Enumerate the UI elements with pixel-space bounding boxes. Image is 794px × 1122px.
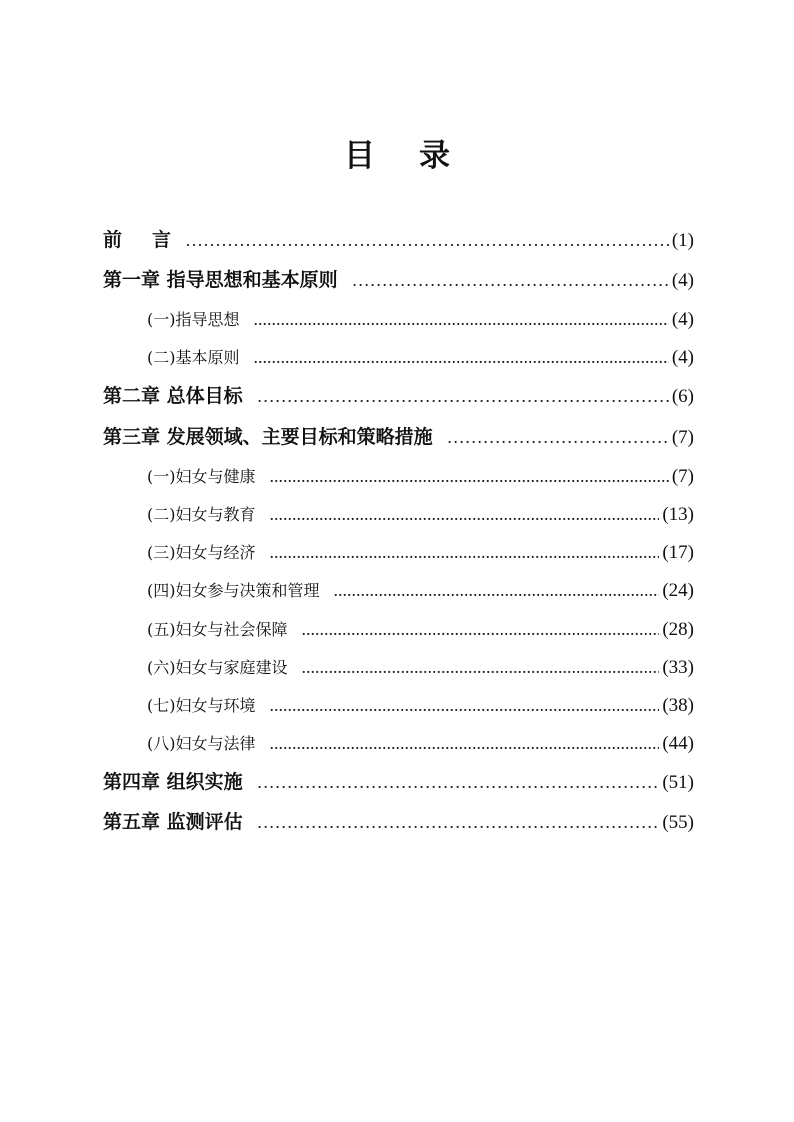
toc-page-number: (51) (662, 772, 694, 793)
toc-page-number: (13) (662, 504, 694, 525)
toc-entry-section[interactable] (147, 614, 694, 644)
toc-entry-label: (一)妇女与健康 (147, 467, 256, 486)
dot-leader (302, 652, 660, 682)
dot-leader (352, 265, 669, 295)
toc-entry-label: (五)妇女与社会保障 (147, 620, 288, 639)
toc-entry-section[interactable] (147, 342, 694, 372)
toc-page-number: (44) (662, 733, 694, 754)
dot-leader (254, 304, 669, 334)
toc-entry-section[interactable] (147, 728, 694, 758)
toc-page-number: (6) (671, 386, 694, 407)
toc-entry-preface[interactable] (103, 225, 694, 255)
toc-entry-chapter-3[interactable] (103, 422, 694, 452)
toc-entry-chapter-1[interactable] (103, 265, 694, 295)
toc-entry-chapter-2[interactable] (103, 381, 694, 411)
toc-entry-label: (一)指导思想 (147, 310, 240, 329)
toc-entry-section[interactable] (147, 652, 694, 682)
toc-page-number: (7) (671, 466, 694, 487)
toc-entry-section[interactable] (147, 304, 694, 334)
toc-entry-section[interactable] (147, 575, 694, 605)
toc-page-number: (55) (662, 812, 694, 833)
dot-leader (270, 728, 660, 758)
toc-entry-label: (四)妇女参与决策和管理 (147, 581, 320, 600)
toc-entry-label: (二)基本原则 (147, 348, 240, 367)
toc-page-number: (4) (671, 347, 694, 368)
toc-entry-label: (二)妇女与教育 (147, 505, 256, 524)
toc-page-number: (4) (671, 309, 694, 330)
toc-entry-section[interactable] (147, 537, 694, 567)
dot-leader (334, 575, 660, 605)
dot-leader (254, 342, 669, 372)
toc-page-number: (17) (662, 542, 694, 563)
toc-entry-section[interactable] (147, 461, 694, 491)
toc-entry-label: (八)妇女与法律 (147, 734, 256, 753)
toc-entry-label: 第二章 总体目标 (103, 385, 243, 407)
toc-entry-label: 第三章 发展领域、主要目标和策略措施 (103, 426, 433, 448)
page-title-char-2: 录 (419, 137, 450, 174)
toc-page-number: (24) (662, 580, 694, 601)
dot-leader (270, 499, 660, 529)
toc-entry-label: 前 言 (103, 229, 172, 251)
toc-page-number: (7) (671, 427, 694, 448)
toc-entry-label: (七)妇女与环境 (147, 696, 256, 715)
dot-leader (185, 225, 669, 255)
toc-entry-label: (三)妇女与经济 (147, 543, 256, 562)
dot-leader (257, 381, 669, 411)
dot-leader (447, 422, 669, 452)
toc-entry-label: (六)妇女与家庭建设 (147, 658, 288, 677)
dot-leader (270, 690, 660, 720)
toc-entry-section[interactable] (147, 690, 694, 720)
page-title-char-1: 目 (344, 137, 375, 174)
toc-entry-label: 第五章 监测评估 (103, 811, 243, 833)
dot-leader (257, 807, 660, 837)
toc-entry-chapter-4[interactable] (103, 767, 694, 797)
toc-entry-label: 第一章 指导思想和基本原则 (103, 269, 338, 291)
toc-page-number: (28) (662, 619, 694, 640)
toc-entry-chapter-5[interactable] (103, 807, 694, 837)
toc-page-number: (38) (662, 695, 694, 716)
dot-leader (270, 537, 660, 567)
dot-leader (302, 614, 660, 644)
toc-page-number: (4) (671, 270, 694, 291)
dot-leader (270, 461, 669, 491)
toc-page-number: (33) (662, 657, 694, 678)
toc-entry-section[interactable] (147, 499, 694, 529)
toc-page-number: (1) (671, 230, 694, 251)
toc-entry-label: 第四章 组织实施 (103, 771, 243, 793)
dot-leader (257, 767, 660, 797)
